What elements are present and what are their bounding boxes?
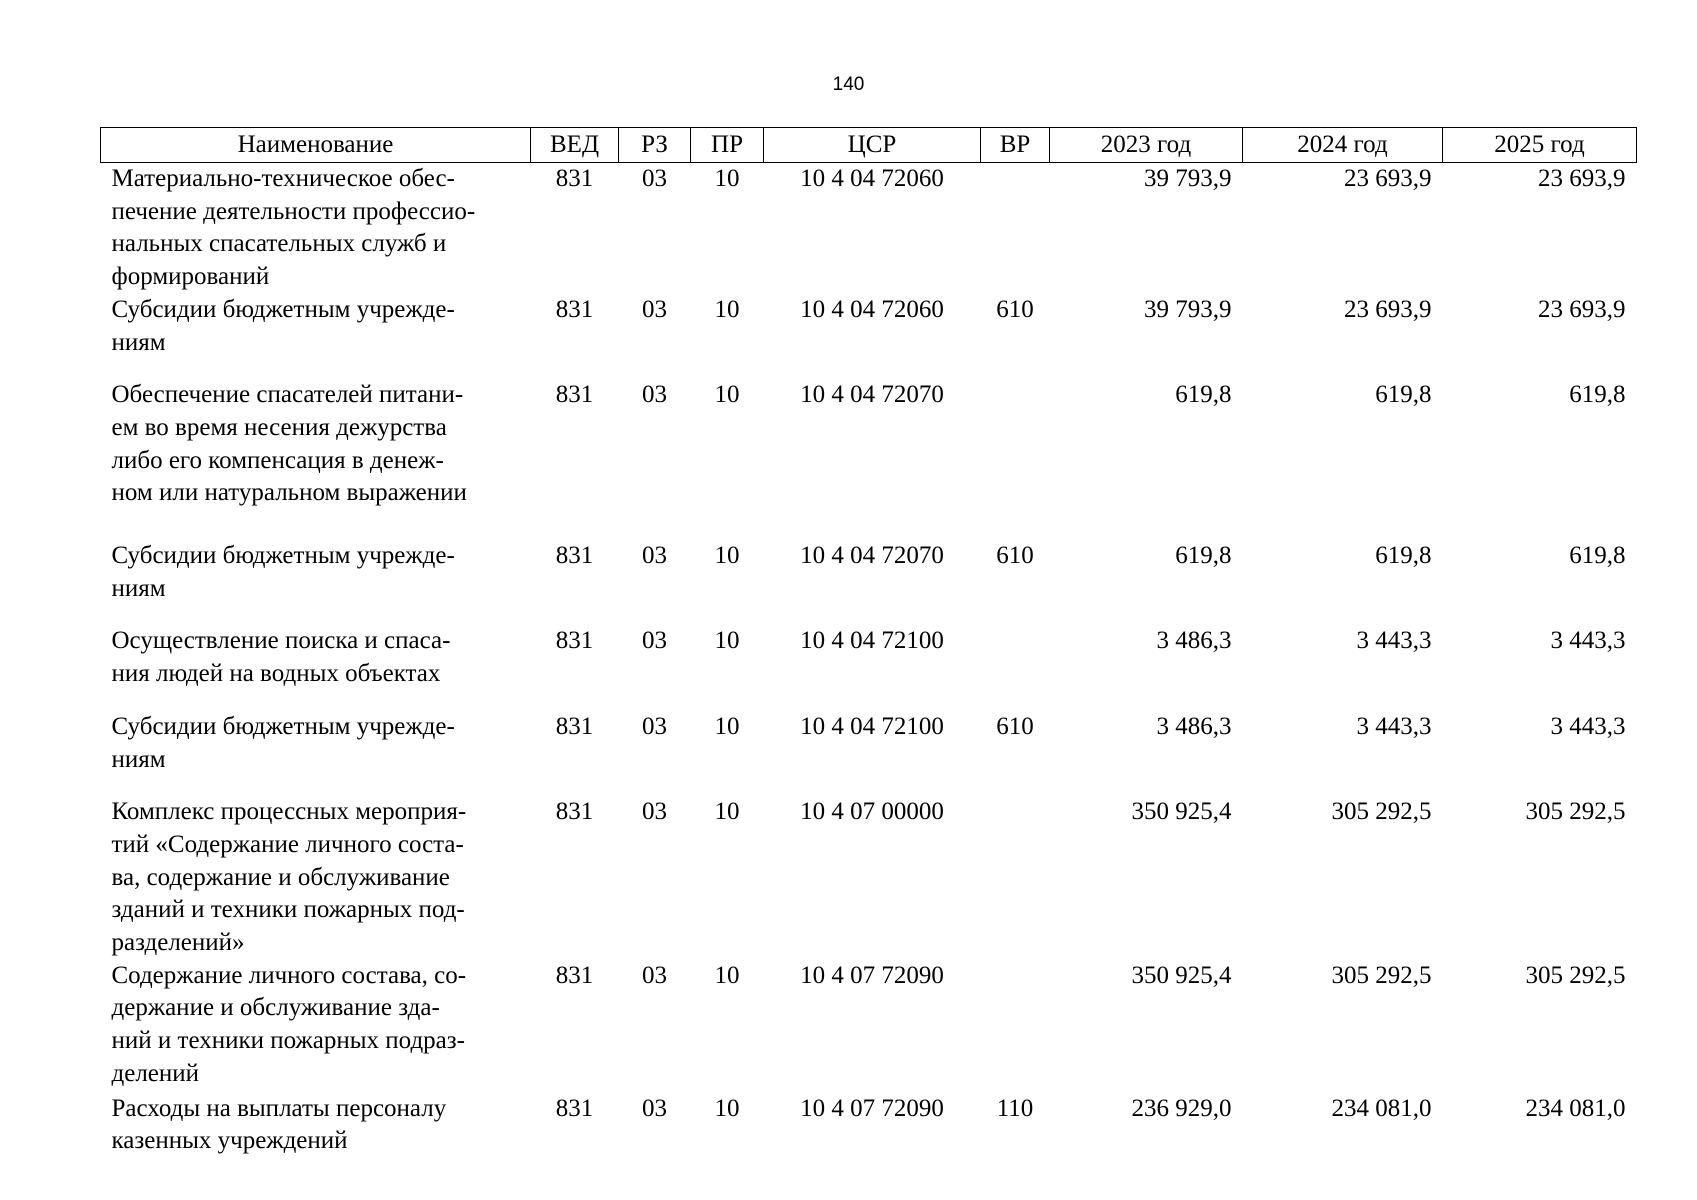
table-row — [101, 540, 1637, 625]
row-name-line: формирований — [111, 263, 270, 291]
row-ved: 831 — [555, 798, 594, 826]
row-ved: 831 — [555, 712, 594, 740]
row-2023: 619,8 — [1175, 542, 1232, 570]
header-2025: 2025 год — [1443, 128, 1637, 163]
table-row — [101, 625, 1637, 710]
row-name-line: Расходы на выплаты персоналу — [111, 1094, 447, 1122]
row-name-line: разделений» — [111, 929, 245, 957]
row-rz: 03 — [642, 295, 667, 323]
budget-table — [100, 127, 1637, 1158]
row-vr: 610 — [996, 542, 1034, 570]
table-body — [101, 163, 1637, 1158]
row-pr: 10 — [714, 165, 740, 192]
row-name — [101, 625, 531, 710]
row-2025: 619,8 — [1569, 381, 1626, 409]
row-2023: 39 793,9 — [1144, 165, 1232, 192]
row-name-line: ниям — [111, 574, 166, 602]
header-2023: 2023 год — [1050, 128, 1243, 163]
table-row — [101, 379, 1637, 540]
row-2025: 305 292,5 — [1525, 798, 1626, 826]
header-ved: ВЕД — [531, 128, 619, 163]
row-vr — [981, 796, 1050, 960]
row-vr — [981, 625, 1050, 710]
row-csr: 10 4 07 00000 — [800, 798, 944, 826]
row-name — [101, 540, 531, 625]
row-ved: 831 — [555, 627, 594, 655]
row-name-line: ем во время несения дежурства — [111, 413, 447, 441]
row-name-line: нальных спасательных служб и — [111, 230, 447, 258]
row-name-line: ния людей на водных объектах — [111, 660, 441, 688]
row-2025: 234 081,0 — [1525, 1094, 1626, 1122]
row-ved: 831 — [555, 961, 594, 989]
row-rz: 03 — [642, 381, 667, 409]
row-vr — [981, 379, 1050, 540]
row-name-line: ва, содержание и обслуживание — [111, 863, 450, 891]
row-name-line: ном или натуральном выражении — [111, 479, 467, 507]
row-vr — [981, 163, 1050, 294]
row-rz: 03 — [642, 798, 667, 826]
row-2025: 3 443,3 — [1550, 712, 1626, 740]
row-name-line: держание и обслуживание зда- — [111, 994, 440, 1022]
row-ved: 831 — [555, 1094, 594, 1122]
row-name — [101, 379, 531, 540]
row-ved: 831 — [555, 381, 594, 409]
row-pr: 10 — [714, 1094, 740, 1122]
row-2024: 3 443,3 — [1356, 627, 1432, 655]
row-csr: 10 4 07 72090 — [800, 1094, 944, 1122]
row-name — [101, 294, 531, 379]
row-name-line: Содержание личного состава, со- — [111, 961, 467, 989]
row-2023: 3 486,3 — [1156, 712, 1232, 740]
row-csr: 10 4 04 72070 — [800, 381, 944, 409]
table-row — [101, 294, 1637, 379]
row-name-line: зданий и техники пожарных под- — [111, 896, 465, 924]
row-csr: 10 4 04 72070 — [800, 542, 944, 570]
row-2025: 305 292,5 — [1525, 961, 1626, 989]
row-2023: 350 925,4 — [1131, 798, 1232, 826]
row-ved: 831 — [555, 165, 594, 192]
row-name — [101, 711, 531, 796]
row-name-line: ниям — [111, 745, 166, 773]
header-vr: ВР — [981, 128, 1050, 163]
row-pr: 10 — [714, 542, 740, 570]
row-csr: 10 4 07 72090 — [800, 961, 944, 989]
table-row — [101, 711, 1637, 796]
row-vr — [981, 960, 1050, 1093]
row-name-line: казенных учреждений — [111, 1127, 348, 1155]
row-2024: 619,8 — [1375, 381, 1432, 409]
row-name — [101, 163, 531, 294]
row-rz: 03 — [642, 1094, 667, 1122]
table-row — [101, 960, 1637, 1093]
row-name-line: Комплекс процессных мероприя- — [111, 798, 467, 826]
row-csr: 10 4 04 72100 — [800, 712, 944, 740]
row-2025: 23 693,9 — [1538, 165, 1626, 192]
row-name-line: Субсидии бюджетным учрежде- — [111, 295, 455, 323]
row-pr: 10 — [714, 627, 740, 655]
row-name-line: Осуществление поиска и спаса- — [111, 627, 451, 655]
row-name-line: Субсидии бюджетным учрежде- — [111, 712, 455, 740]
row-rz: 03 — [642, 961, 667, 989]
row-pr: 10 — [714, 295, 740, 323]
row-2024: 619,8 — [1375, 542, 1432, 570]
table-row — [101, 796, 1637, 960]
table-row — [101, 1093, 1637, 1158]
page-number: 140 — [832, 74, 865, 95]
row-name-line: делений — [111, 1059, 200, 1087]
row-2023: 350 925,4 — [1131, 961, 1232, 989]
row-name — [101, 960, 531, 1093]
header-rz: РЗ — [619, 128, 691, 163]
row-name-line: Субсидии бюджетным учрежде- — [111, 542, 455, 570]
row-2024: 234 081,0 — [1331, 1094, 1432, 1122]
row-csr: 10 4 04 72100 — [800, 627, 944, 655]
row-ved: 831 — [555, 542, 594, 570]
row-name-line: ний и техники пожарных подраз- — [111, 1027, 465, 1055]
row-name-line: тий «Содержание личного соста- — [111, 830, 464, 858]
row-2024: 305 292,5 — [1331, 798, 1432, 826]
row-rz: 03 — [642, 165, 667, 192]
row-2025: 23 693,9 — [1538, 295, 1626, 323]
header-name: Наименование — [101, 128, 531, 163]
row-2023: 619,8 — [1175, 381, 1232, 409]
row-name-line: Материально-техническое обес- — [111, 165, 455, 192]
row-name-line: ниям — [111, 328, 166, 356]
row-pr: 10 — [714, 798, 740, 826]
row-vr: 610 — [996, 712, 1034, 740]
row-name-line: либо его компенсация в денеж- — [111, 446, 444, 474]
table-row — [101, 163, 1637, 294]
header-row — [101, 128, 1637, 163]
row-name-line: печение деятельности профессио- — [111, 197, 476, 225]
header-csr: ЦСР — [764, 128, 981, 163]
row-2023: 39 793,9 — [1144, 295, 1232, 323]
row-2024: 23 693,9 — [1344, 295, 1432, 323]
row-name — [101, 796, 531, 960]
row-name — [101, 1093, 531, 1158]
row-ved: 831 — [555, 295, 594, 323]
row-csr: 10 4 04 72060 — [800, 295, 944, 323]
row-2024: 23 693,9 — [1344, 165, 1432, 192]
row-vr: 110 — [996, 1094, 1034, 1122]
header-pr: ПР — [691, 128, 764, 163]
row-pr: 10 — [714, 381, 740, 409]
row-vr: 610 — [996, 295, 1034, 323]
row-2025: 3 443,3 — [1550, 627, 1626, 655]
row-2025: 619,8 — [1569, 542, 1626, 570]
row-2023: 236 929,0 — [1131, 1094, 1232, 1122]
row-name-line: Обеспечение спасателей питани- — [111, 381, 464, 409]
row-csr: 10 4 04 72060 — [800, 165, 944, 192]
row-2024: 3 443,3 — [1356, 712, 1432, 740]
table-header — [101, 128, 1637, 163]
header-2024: 2024 год — [1243, 128, 1443, 163]
row-2023: 3 486,3 — [1156, 627, 1232, 655]
row-pr: 10 — [714, 961, 740, 989]
row-pr: 10 — [714, 712, 740, 740]
row-rz: 03 — [642, 712, 667, 740]
row-rz: 03 — [642, 627, 667, 655]
row-rz: 03 — [642, 542, 667, 570]
row-2024: 305 292,5 — [1331, 961, 1432, 989]
